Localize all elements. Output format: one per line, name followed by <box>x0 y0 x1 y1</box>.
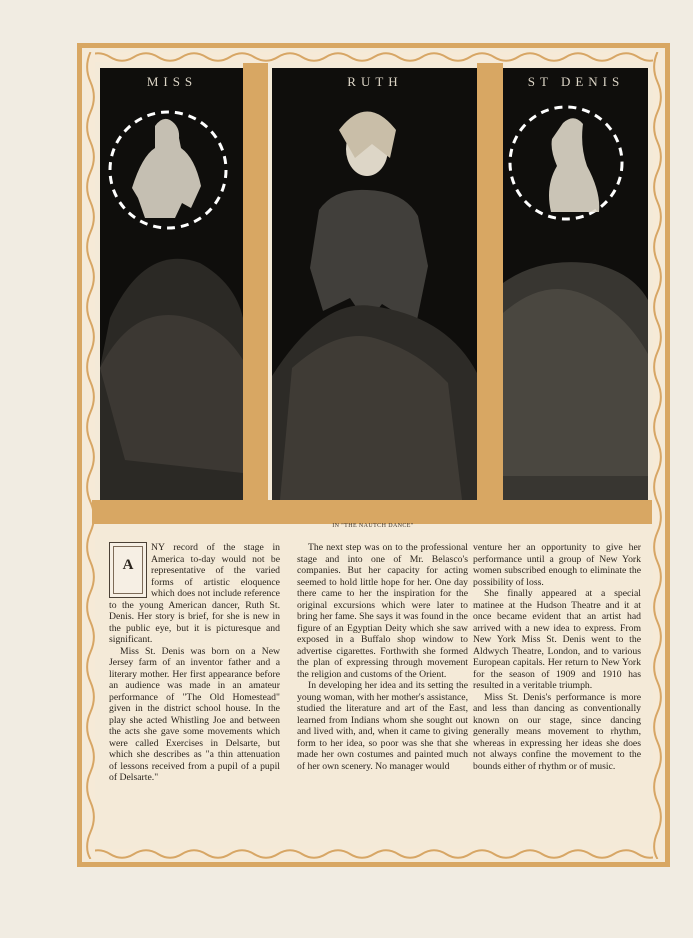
decorative-wave-bottom <box>86 849 662 859</box>
horizontal-divider <box>92 500 652 524</box>
paragraph: She finally appeared at a special matinee at the Hudson Theatre and it at once became evident that an artist had arrived with a new idea to express. From New York Miss St. Denis went to the Aldwych Theatre, London, and to various European capitals. Her return to New York for the season of 1909 and 1910 has resulted in a veritable triumph. <box>473 588 641 691</box>
photo-panel-right <box>503 68 648 500</box>
article-column-3 <box>473 542 641 772</box>
article-column-2 <box>297 542 468 772</box>
paragraph: Miss St. Denis was born on a New Jersey farm of an inventor father and a literary mother. Her first appearance before an audience was made in an amateur performance of "The Old Homestead" given in the district school house. In the play she acted Whistling Joe and between the acts she gave some movements which were called Exercises in Delsarte, but which she describes as "a thin attenuation of lessons received from a pupil of a pupil of Delsarte." <box>109 645 280 783</box>
photo-caption: IN "THE NAUTCH DANCE" <box>332 523 414 529</box>
drop-cap-letter: A <box>122 557 134 573</box>
paragraph: The next step was on to the professional stage and into one of Mr. Belasco's companies. But her capacity for acting seemed to hold little hope for her. One day there came to her the inspiration for the original excursions which were later to bring her fame. She says it was found in the figure of an Egyptian Deity which she saw exposed in a Buffalo shop window to advertise cigarettes. Forthwith she formed the plan of expressing through movement the religion and customs of the Orient. <box>297 542 468 680</box>
vertical-divider-right <box>477 63 503 500</box>
paragraph: Miss St. Denis's performance is more and less than dancing as conventionally known on our stage, since dancing generally means movement to rhythm, whereas in expressing her ideas she does not always confine the movement to the bounds either of rhythm or of music. <box>473 691 641 772</box>
panel-title-center: RUTH <box>347 74 403 89</box>
drop-cap <box>109 542 147 598</box>
paragraph: NY record of the stage in America to-day would not be representative of the varied forms of artistic eloquence which does not include reference to the young American dancer, Ruth St. Denis. Her story is brief, for she is new in the public eye, but it is picturesque and significant. <box>109 542 280 645</box>
decorative-wave-left <box>86 52 95 859</box>
photo-panel-center <box>272 68 477 500</box>
panel-title-right: ST DENIS <box>527 74 625 89</box>
paragraph: In developing her idea and its setting the young woman, with her mother's assistance, studied the literature and art of the East, learned from Indians whom she sought out and lived with, and, when it came to giving form to her idea, so poor was she that she made her own costumes and painted much of her own scenery. No manager would <box>297 680 468 772</box>
decorative-wave-right <box>653 52 662 859</box>
vertical-divider-left <box>243 63 268 500</box>
panel-title-left: MISS <box>146 74 198 89</box>
paragraph: venture her an opportunity to give her performance until a group of New York women subscribed enough to eliminate the possibility of loss. <box>473 542 641 588</box>
article-body <box>98 533 650 843</box>
article-column-1 <box>109 542 280 784</box>
decorative-wave-top <box>86 52 662 62</box>
photo-panel-left <box>100 68 243 500</box>
